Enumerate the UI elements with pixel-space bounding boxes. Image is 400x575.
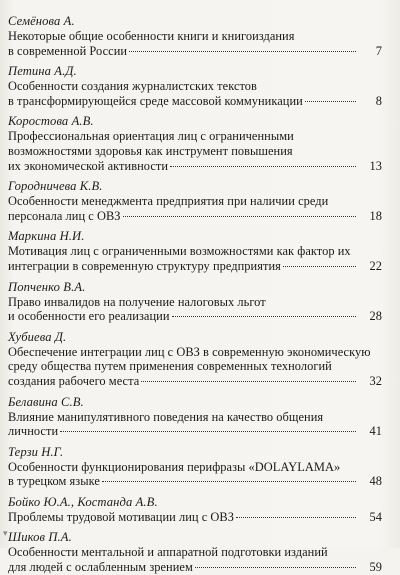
toc-page-number: 54 <box>369 509 382 524</box>
toc-entry <box>8 229 382 273</box>
toc-title-last-line <box>8 374 382 389</box>
dot-leader <box>195 567 356 568</box>
dot-leader <box>170 166 356 167</box>
toc-page-number: 41 <box>369 424 382 439</box>
toc-title-line: Право инвалидов на получение налоговых льгот <box>8 294 266 309</box>
dot-leader <box>172 316 357 317</box>
toc-entry <box>8 530 382 574</box>
toc-title-line: Особенности менеджмента предприятия при наличии среди <box>8 194 329 209</box>
toc-title-last-line <box>8 159 382 174</box>
toc-page-number: 13 <box>369 158 382 173</box>
toc-title-last-line <box>8 424 382 439</box>
dot-leader <box>123 216 356 217</box>
toc-title-line: создания рабочего места <box>8 373 140 388</box>
dot-leader <box>305 101 356 102</box>
toc-author: Городничева К.В. <box>8 179 103 194</box>
table-of-contents <box>8 14 382 575</box>
toc-author: Маркина Н.И. <box>8 229 85 244</box>
dot-leader <box>141 381 356 382</box>
dot-leader <box>283 266 356 267</box>
toc-entry <box>8 330 382 389</box>
toc-title-line: Особенности создания журналистских текстов <box>8 79 257 94</box>
toc-entry <box>8 445 382 489</box>
toc-title-line: возможностями здоровья как инструмент повышения <box>8 143 293 158</box>
toc-title-last-line <box>8 474 382 489</box>
toc-entry <box>8 114 382 173</box>
toc-entry <box>8 64 382 108</box>
toc-title-line: Особенности ментальной и аппаратной подготовки изданий <box>8 545 328 560</box>
dot-leader <box>60 431 356 432</box>
toc-entry <box>8 495 382 525</box>
toc-page-number: 28 <box>369 309 382 324</box>
toc-page-number: 18 <box>369 208 382 223</box>
toc-author: Бойко Ю.А., Костанда А.В. <box>8 494 158 509</box>
toc-page-number: 59 <box>369 560 382 575</box>
toc-title-line: в современной России <box>8 43 128 58</box>
toc-page-number: 22 <box>369 258 382 273</box>
toc-title-last-line <box>8 44 382 59</box>
toc-title-line: и особенности его реализации <box>8 309 170 324</box>
toc-title-line: среду общества путем применения современных технологий <box>8 359 332 374</box>
toc-title-last-line <box>8 94 382 109</box>
toc-author: Белавина С.В. <box>8 394 84 409</box>
toc-title-last-line <box>8 510 382 525</box>
toc-title-last-line <box>8 209 382 224</box>
toc-title-line: личности <box>8 424 59 439</box>
toc-author: Хубиева Д. <box>8 329 67 344</box>
toc-entry <box>8 395 382 439</box>
toc-page-number: 8 <box>375 93 382 108</box>
toc-author: Петина А.Д. <box>8 64 77 79</box>
toc-author: Шиков П.А. <box>8 530 72 545</box>
toc-title-line: Влияние манипулятивного поведения на качество общения <box>8 409 324 424</box>
toc-title-last-line <box>8 309 382 324</box>
dot-leader <box>102 481 356 482</box>
toc-title-line: Особенности функционирования перифразы «DOLAYLAMA» <box>8 459 341 474</box>
toc-title-last-line <box>8 259 382 274</box>
toc-title-line: Некоторые общие особенности книги и книгоиздания <box>8 29 295 43</box>
toc-title-line: Мотивация лиц с ограниченными возможностями как фактор их <box>8 244 351 259</box>
toc-author: Терзи Н.Г. <box>8 444 64 459</box>
dot-leader <box>236 517 356 518</box>
toc-entry <box>8 14 382 58</box>
toc-title-line: Обеспечение интеграции лиц с ОВЗ в современную экономическую <box>8 344 371 359</box>
toc-title-line: персонала лиц с ОВЗ <box>8 208 121 223</box>
toc-page-number: 32 <box>369 373 382 388</box>
toc-title-line: для людей с ослабленным зрением <box>8 560 193 575</box>
toc-entry <box>8 280 382 324</box>
toc-author: Семёнова А. <box>8 14 75 28</box>
toc-title-line: Проблемы трудовой мотивации лиц с ОВЗ <box>8 509 234 524</box>
toc-title-line: интеграции в современную структуру предприятия <box>8 258 281 273</box>
toc-title-line: в турецком языке <box>8 474 100 489</box>
toc-entry <box>8 179 382 223</box>
toc-title-line: Профессиональная ориентация лиц с ограниченными <box>8 129 294 144</box>
toc-author: Коростова А.В. <box>8 114 94 129</box>
dot-leader <box>129 51 356 52</box>
scan-mark-icon: ▾ <box>3 528 8 538</box>
toc-author: Попченко В.А. <box>8 279 86 294</box>
toc-title-line: их экономической активности <box>8 158 169 173</box>
toc-page-number: 48 <box>369 474 382 489</box>
toc-title-line: в трансформирующейся среде массовой коммуникации <box>8 93 303 108</box>
toc-page-number: 7 <box>375 43 382 58</box>
toc-title-last-line <box>8 560 382 575</box>
